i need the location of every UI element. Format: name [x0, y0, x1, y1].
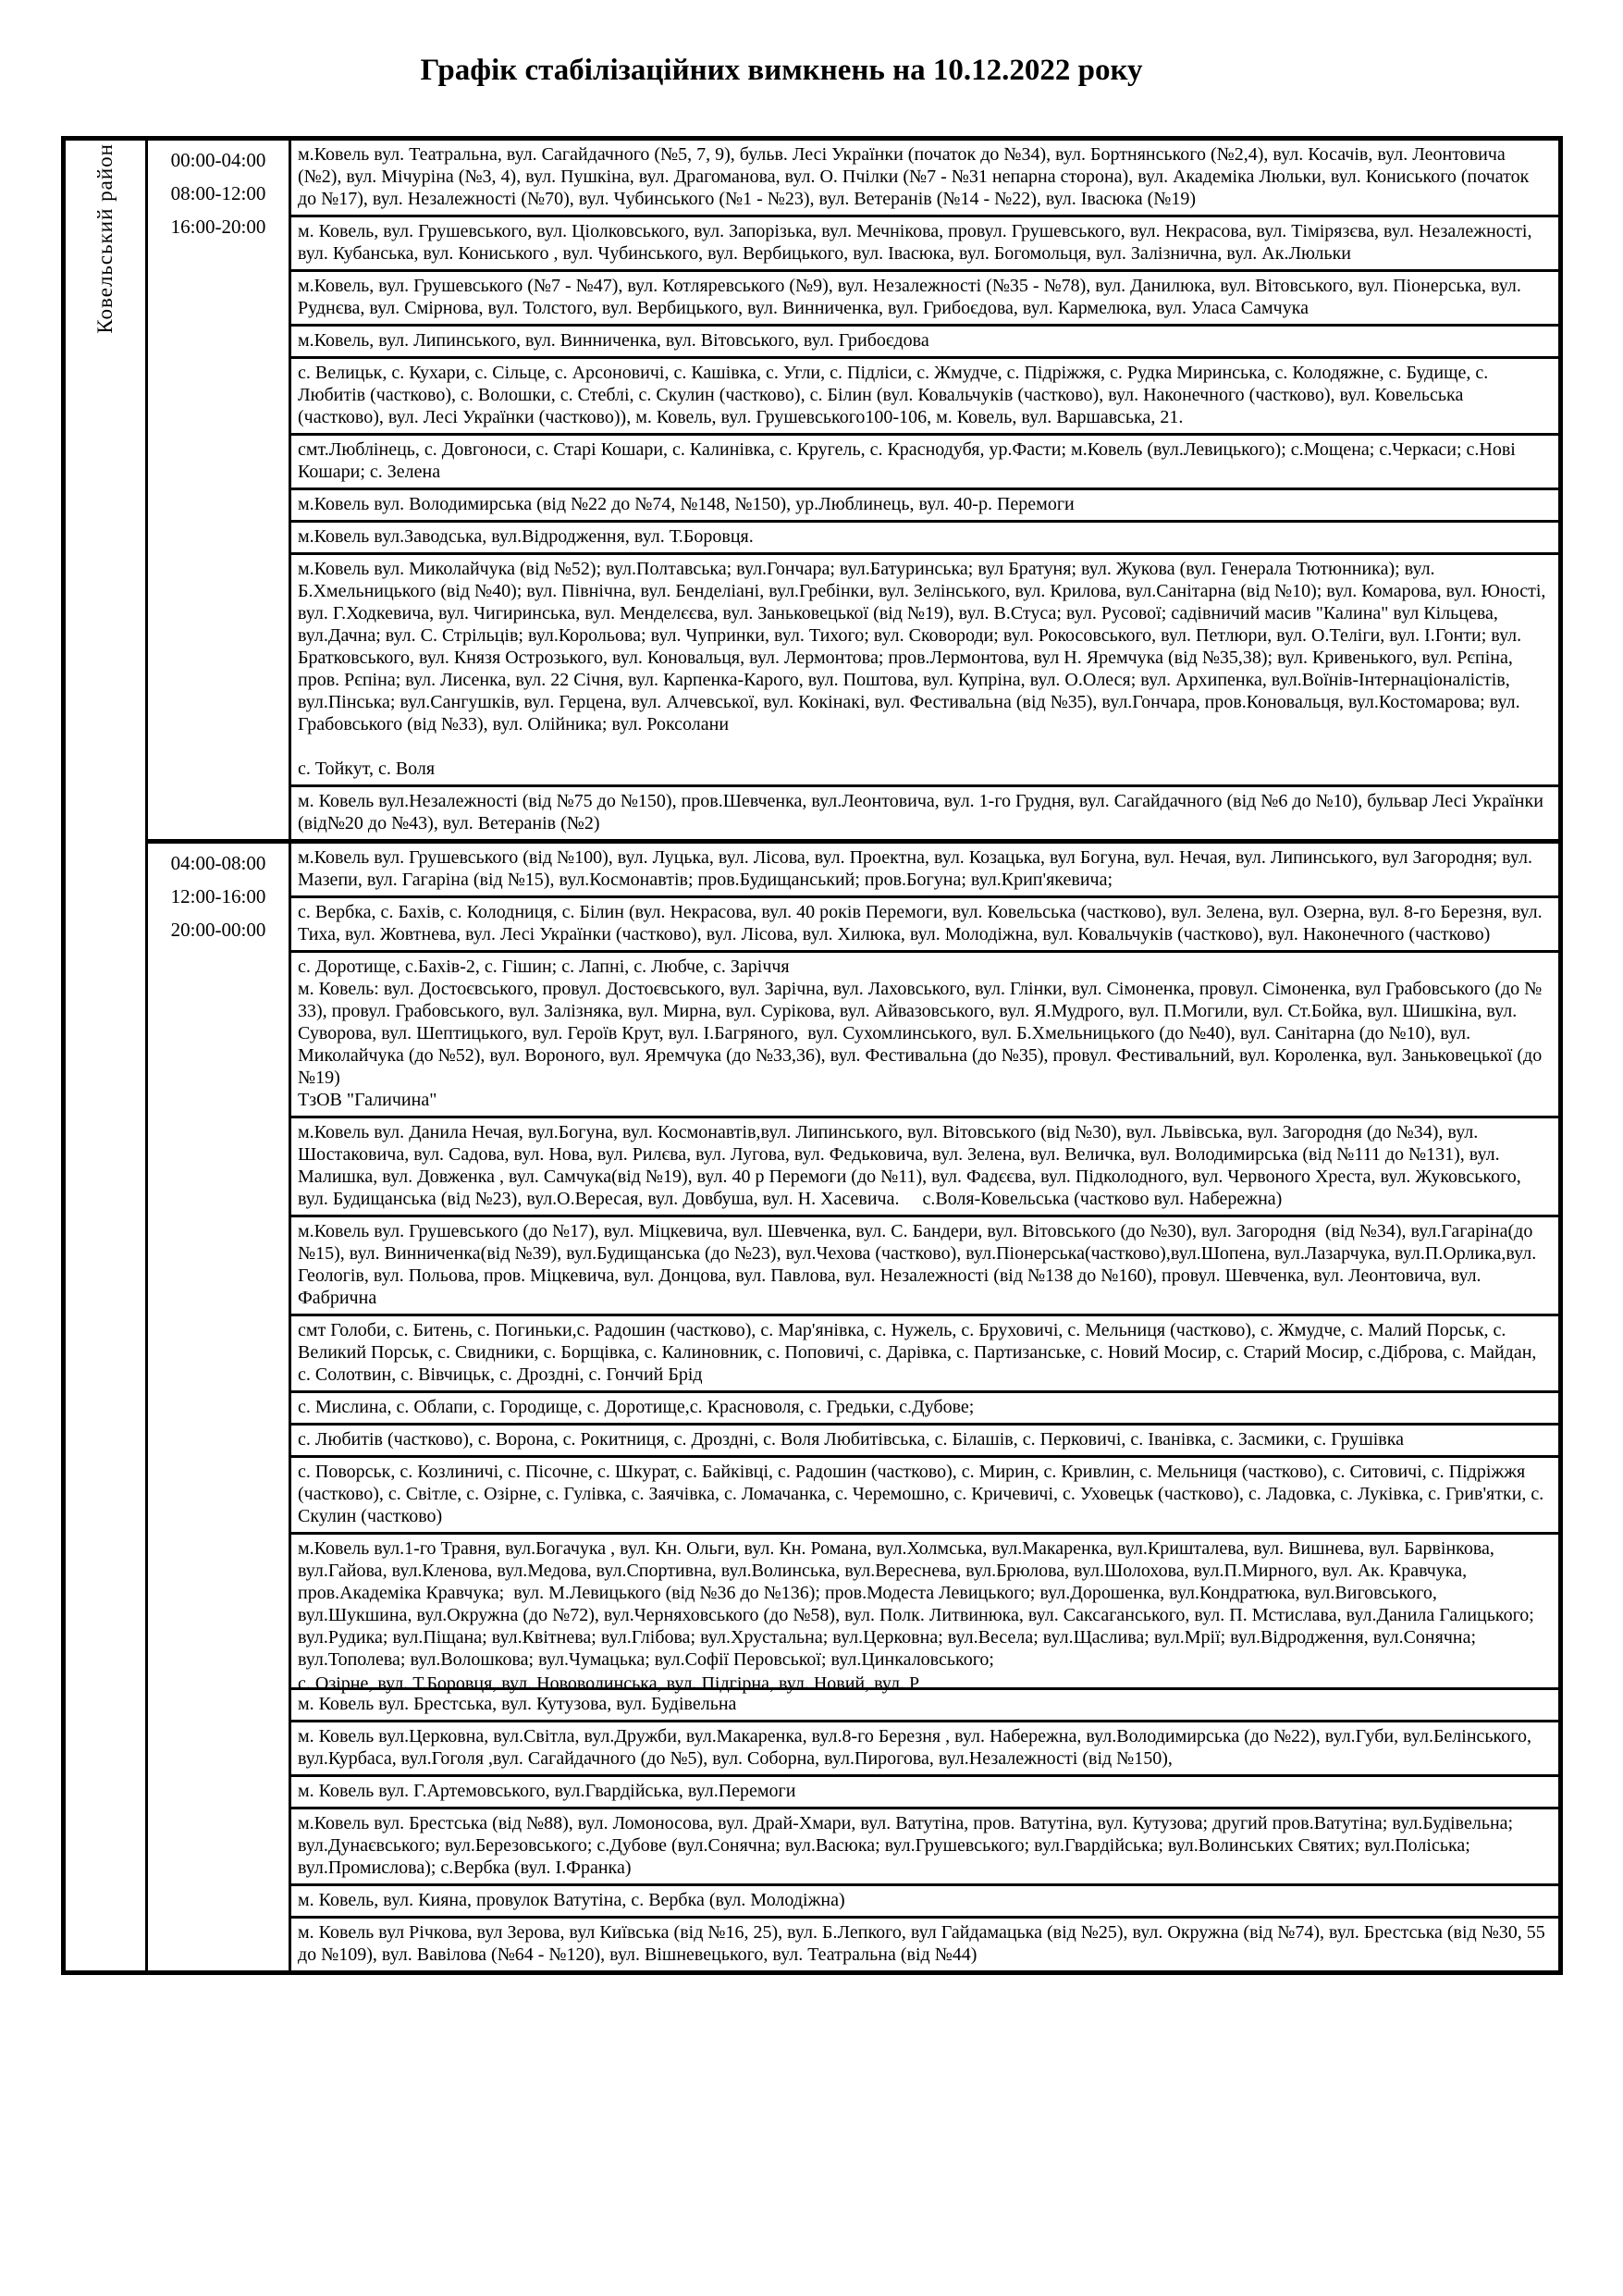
streets-cell — [290, 952, 1561, 1117]
streets-cell — [290, 1457, 1561, 1534]
streets-paragraph: м.Ковель вул. Брестська (від №88), вул. Ломоносова, вул. Драй-Хмари, вул. Ватутіна, пров. Ватутіна, вул. Кутузова; другий пров.Ватутіна; вул.Будівельна; вул.Дунаєвського; вул.Березовського; с.Дубове (вул.Сонячна; вул.Васюка; вул.Грушевського; вул.Гвардійська; вул.Волинських Святих; вул.Поліська; вул.Промислова); с.Вербка (вул. І.Франка) — [298, 1813, 1518, 1878]
streets-cell — [290, 1808, 1561, 1885]
page-title: Графік стабілізаційних вимкнень на 10.12.2022 року — [420, 54, 1143, 87]
streets-paragraph: м.Ковель вул. Театральна, вул. Сагайдачного (№5, 7, 9), бульв. Лесі Українки (початок до №34), вул. Бортнянського (№2,4), вул. Косачів, вул. Леонтовича (№2), вул. Мічуріна (№3, 4), вул. Пушкіна, вул. Драгоманова, вул. О. Пчілки (№7 - №31 непарна сторона), вул. Академіка Люльки, вул. Кониського (початок до №17), вул. Незалежності (№70), вул. Чубинського (№1 - №23), вул. Ветеранів (№14 - №22), вул. Івасюка (№19) — [298, 144, 1534, 209]
time-slot-cell-block1 — [147, 139, 290, 842]
streets-cell — [290, 435, 1561, 489]
streets-paragraph: м.Ковель, вул. Липинського, вул. Винниченка, вул. Вітовського, вул. Грибоєдова — [298, 330, 929, 351]
streets-paragraph: м. Ковель вул.Церковна, вул.Світла, вул.Дружби, вул.Макаренка, вул.8-го Березня , вул. Набережна, вул.Володимирська (до №22), вул.Губи, вул.Белінського, вул.Курбаса, вул.Гоголя ,вул. Сагайдачного (до №5), вул. Соборна, вул.Пирогова, вул.Незалежності (від №150), — [298, 1726, 1536, 1769]
streets-paragraph: с. Любитів (частково), с. Ворона, с. Рокитниця, с. Дроздні, с. Воля Любитівська, с. Білашів, с. Перковичі, с. Іванівка, с. Засмики, с. Грушівка — [298, 1429, 1405, 1450]
streets-cell — [290, 1885, 1561, 1918]
streets-paragraph-clipped: с. Озірне, вул. Т.Боровця, вул. Нововолинська, вул. Підгірна, вул. Новий, вул. Р — [298, 1673, 920, 1694]
district-cell — [64, 139, 147, 1973]
streets-cell — [290, 1315, 1561, 1392]
streets-cell — [290, 1534, 1561, 1694]
time-slot: 04:00-08:00 — [170, 852, 266, 874]
streets-paragraph: м. Ковель, вул. Кияна, провулок Ватутіна, с. Вербка (вул. Молодіжна) — [298, 1890, 845, 1910]
time-slot: 08:00-12:00 — [170, 182, 266, 204]
streets-paragraph: м. Ковель вул. Брестська, вул. Кутузова, вул. Будівельна — [298, 1694, 737, 1714]
streets-paragraph: с. Поворськ, с. Козлиничі, с. Пісочне, с. Шкурат, с. Байківці, с. Радошин (частково), с. Мирин, с. Кривлин, с. Мельниця (частково), с. Ситовичі, с. Підріжжя (частково), с. Світле, с. Озірне, с. Гулівка, с. Заячівка, с. Ломачанка, с. Черемошно, с. Кричевичі, с. Уховецьк (частково), с. Ладовка, с. Луківка, с. Грив'ятки, с. Скулин (частково) — [298, 1462, 1549, 1526]
streets-cell — [290, 1918, 1561, 1973]
streets-cell — [290, 1216, 1561, 1315]
streets-paragraph: м. Ковель вул Річкова, вул Зерова, вул Київська (від №16, 25), вул. Б.Лепкого, вул Гайдамацька (від №25), вул. Окружна (від №74), вул. Брестська (від №30, 55 до №109), вул. Вавілова (№64 - №120), вул. Вішневецького, вул. Театральна (від №44) — [298, 1922, 1550, 1965]
streets-cell — [290, 271, 1561, 326]
streets-paragraph: м.Ковель вул. Миколайчука (від №52); вул.Полтавська; вул.Гончара; вул.Батуринська; вул Братуня; вул. Жукова (вул. Генерала Тютюнника); вул. Б.Хмельницького (від №40); вул. Північна, вул. Бенделіані, вул.Гребінки, вул. Зелінського, вул. Крилова, вул.Санітарна (від №10); вул. Комарова, вул. Юності, вул. Г.Ходкевича, вул. Чигиринська, вул. Менделєєва, вул. Заньковецької (від №19), вул. В.Стуса; вул. Русової; садівничий масив "Калина" вул Кільцева, вул.Дачна; вул. С. Стрільців; вул.Корольова; вул. Чупринки, вул. Тихого; вул. Сковороди; вул. Рокосовського, вул. Петлюри, вул. О.Теліги, вул. І.Гонти; вул. Братковського, вул. Князя Острозького, вул. Коновальця, вул. Лермонтова; пров.Лермонтова, вул Н. Яремчука (від №35,38); вул. Кривенького, вул. Рєпіна, пров. Рєпіна; вул. Лисенка, вул. 22 Січня, вул. Карпенка-Карого, вул. Поштова, вул. Купріна, вул. О.Олеся; вул. Архипенка, вул.Воїнів-Інтернаціоналістів, вул.Пінська; вул.Сангушків, вул. Герцена, вул. Алчевської, вул. Кокінакі, вул. Фестивальна (від №35), вул.Гончара, пров.Коновальця, вул.Костомарова; вул. Грабовського (від №33), вул. Олійника; вул. Роксолани — [298, 559, 1551, 734]
time-slot: 12:00-16:00 — [170, 885, 266, 907]
streets-paragraph: смт Голоби, с. Битень, с. Погиньки,с. Радошин (частково), с. Мар'янівка, с. Нужель, с. Бруховичі, с. Мельниця (частково), с. Жмудче, с. Малий Порськ, с. Великий Порськ, с. Свидники, с. Борщівка, с. Калиновник, с. Поповичі, с. Дарівка, с. Партизанське, с. Новий Мосир, с. Старий Мосир, с.Діброва, с. Майдан, с. Солотвин, с. Вівчицьк, с. Дроздні, с. Гончий Брід — [298, 1320, 1542, 1385]
streets-cell — [290, 554, 1561, 786]
streets-cell — [290, 842, 1561, 897]
time-slot: 00:00-04:00 — [170, 149, 266, 171]
streets-cell — [290, 326, 1561, 358]
streets-paragraph: смт.Люблінець, с. Довгоноси, с. Старі Кошари, с. Калинівка, с. Кругель, с. Краснодубя, ур.Фасти; м.Ковель (вул.Левицького); с.Мощена; с.Черкаси; с.Нові Кошари; с. Зелена — [298, 439, 1520, 482]
streets-paragraph: м.Ковель вул.Заводська, вул.Відродження, вул. Т.Боровця. — [298, 526, 754, 547]
streets-cell — [290, 1425, 1561, 1457]
streets-cell — [290, 216, 1561, 271]
streets-cell — [290, 1117, 1561, 1216]
streets-paragraph: м.Ковель вул. Володимирська (від №22 до №74, №148, №150), ур.Люблинець, вул. 40-р. Перемоги — [298, 494, 1075, 514]
streets-paragraph: с. Доротище, с.Бахів-2, с. Гішин; с. Лапні, с. Любче, с. Заріччя — [298, 957, 790, 977]
streets-paragraph: м.Ковель вул. Данила Нечая, вул.Богуна, вул. Космонавтів,вул. Липинського, вул. Вітовського (від №30), вул. Львівська, вул. Загородня (до №34), вул. Шостаковича, вул. Садова, вул. Нова, вул. Рилєва, вул. Лугова, вул. Федьковича, вул. Зелена, вул. Величка, вул. Володимирська (від №111 до №131), вул. Малишка, вул. Довженка , вул. Самчука(від №19), вул. 40 р Перемоги (до №11), вул. Фадєєва, вул. Підколодного, вул. Червоного Хреста, вул. Жуковського, вул. Будищанська (від №23), вул.О.Вересая, вул. Довбуша, вул. Н. Хасевича. с.Воля-Ковельська (частково вул. Набережна) — [298, 1122, 1526, 1209]
outage-schedule-table — [61, 136, 1563, 1975]
streets-cell — [290, 358, 1561, 435]
time-slot: 16:00-20:00 — [170, 216, 266, 238]
streets-cell — [290, 1689, 1561, 1722]
time-slot-cell-block2 — [147, 842, 290, 1973]
streets-paragraph: м.Ковель, вул. Грушевського (№7 - №47), вул. Котляревського (№9), вул. Незалежності (№35 - №78), вул. Данилюка, вул. Вітовського, вул. Піонерська, вул. Руднєва, вул. Смірнова, вул. Толстого, вул. Вербицького, вул. Винниченка, вул. Грибоєдова, вул. Кармелюка, вул. Уласа Самчука — [298, 276, 1526, 318]
streets-paragraph: м.Ковель вул. Грушевського (від №100), вул. Луцька, вул. Лісова, вул. Проектна, вул. Козацька, вул Богуна, вул. Нечая, вул. Липинського, вул Загородня; вул. Мазепи, вул. Гагаріна (від №15), вул.Космонавтів; пров.Будищанський; пров.Богуна; вул.Крип'якевича; — [298, 847, 1538, 890]
streets-cell — [290, 1776, 1561, 1808]
streets-cell — [290, 786, 1561, 842]
streets-paragraph: м. Ковель: вул. Достоєвського, провул. Достоєвського, вул. Зарічна, вул. Лаховського, вул. Глінки, вул. Сімоненка, провул. Сімоненка, вул Грабовського (до № 33), провул. Грабовського, вул. Залізняка, вул. Мирна, вул. Сурікова, вул. Айвазовського, вул. Я.Мудрого, вул. П.Могили, вул. Ст.Бойка, вул. Шишкіна, вул. Суворова, вул. Шептицького, вул. Героїв Крут, вул. І.Багряного, вул. Сухомлинського, вул. Б.Хмельницького (до №40), вул. Санітарна (до №10), вул. Миколайчука (до №52), вул. Вороного, вул. Яремчука (до №33,36), вул. Фестивальна (до №35), провул. Фестивальний, вул. Короленка, вул. Заньковецької (до №19) — [298, 979, 1547, 1088]
streets-paragraph: с. Вербка, с. Бахів, с. Колодниця, с. Білин (вул. Некрасова, вул. 40 років Перемоги, вул. Ковельська (частково), вул. Зелена, вул. Озерна, вул. 8-го Березня, вул. Тиха, вул. Жовтнева, вул. Лесі Українки (частково), вул. Лісова, вул. Хилюка, вул. Молодіжна, вул. Ковальчуків (частково), вул. Наконечного (частково) — [298, 902, 1547, 944]
streets-paragraph: м. Ковель вул. Г.Артемовського, вул.Гвардійська, вул.Перемоги — [298, 1781, 796, 1801]
streets-paragraph: м.Ковель вул. Грушевського (до №17), вул. Міцкевича, вул. Шевченка, вул. С. Бандери, вул. Вітовського (до №30), вул. Загородня (від №34), вул.Гагаріна(до №15), вул. Винниченка(від №39), вул.Будищанська (до №23), вул.Чехова (частково), вул.Піонерська(частково),вул.Шопена, вул.Лазарчука, вул.П.Орлика,вул. Геологів, вул. Польова, пров. Міцкевича, вул. Донцова, вул. Павлова, вул. Незалежності (від №138 до №160), провул. Шевченка, вул. Леонтовича, вул. Фабрична — [298, 1221, 1542, 1308]
district-label: Ковельський район — [93, 143, 117, 334]
streets-paragraph: с. Мислина, с. Облапи, с. Городище, с. Доротище,с. Красноволя, с. Гредьки, с.Дубове; — [298, 1397, 975, 1417]
streets-cell — [290, 1722, 1561, 1776]
streets-cell — [290, 897, 1561, 952]
streets-paragraph: м.Ковель вул.1-го Травня, вул.Богачука , вул. Кн. Ольги, вул. Кн. Романа, вул.Холмська, вул.Макаренка, вул.Кришталева, вул. Вишнева, вул. Барвінкова, вул.Гайова, вул.Кленова, вул.Медова, вул.Спортивна, вул.Волинська, вул.Вереснева, вул.Брюлова, вул.Шолохова, вул.П.Мирного, вул. Ак. Кравчука, пров.Академіка Кравчука; вул. М.Левицького (від №36 до №136); пров.Модеста Левицького; вул.Дорошенка, вул.Кондратюка, вул.Виговського, вул.Шукшина, вул.Окружна (до №72), вул.Черняховського (до №58), вул. Полк. Литвинюка, вул. Саксаганського, вул. П. Мстислава, вул.Данила Галицького; вул.Рудика; вул.Піщана; вул.Квітнева; вул.Глібова; вул.Хрустальна; вул.Церковна; вул.Весела; вул.Щаслива; вул.Мрії; вул.Відродження, вул.Сонячна; вул.Тополева; вул.Волошкова; вул.Чумацька; вул.Софії Перовської; вул.Цинкаловського; — [298, 1538, 1539, 1670]
streets-cell — [290, 522, 1561, 554]
table-row — [64, 842, 1561, 897]
streets-paragraph: м. Ковель вул.Незалежності (від №75 до №150), пров.Шевченка, вул.Леонтовича, вул. 1-го Грудня, вул. Сагайдачного (від №6 до №10), бульвар Лесі Українки (від№20 до №43), вул. Ветеранів (№2) — [298, 791, 1548, 833]
table-row — [64, 139, 1561, 216]
streets-paragraph: м. Ковель, вул. Грушевського, вул. Ціолковського, вул. Запорізька, вул. Мечнікова, провул. Грушевського, вул. Некрасова, вул. Тімірязєва, вул. Незалежності, вул. Кубанська, вул. Кониського , вул. Чубинського, вул. Вербицького, вул. Івасюка, вул. Богомольця, вул. Залізнична, вул. Ак.Люльки — [298, 221, 1537, 264]
streets-cell — [290, 139, 1561, 216]
streets-paragraph: ТзОВ "Галичина" — [298, 1090, 437, 1110]
streets-paragraph: с. Тойкут, с. Воля — [298, 759, 436, 779]
time-slot: 20:00-00:00 — [170, 919, 266, 941]
streets-cell — [290, 489, 1561, 522]
streets-cell — [290, 1392, 1561, 1425]
streets-paragraph: с. Велицьк, с. Кухари, с. Сільце, с. Арсоновичі, с. Кашівка, с. Угли, с. Підліси, с. Жмудче, с. Підріжжя, с. Рудка Миринська, с. Колодяжне, с. Будище, с. Любитів (частково), с. Волошки, с. Стеблі, с. Скулин (частково), с. Білин (вул. Ковальчуків (частково), вул. Наконечного (частково), вул. Ковельська (частково), вул. Лесі Українки (частково)), м. Ковель, вул. Грушевського100-106, м. Ковель, вул. Варшавська, 21. — [298, 363, 1494, 427]
